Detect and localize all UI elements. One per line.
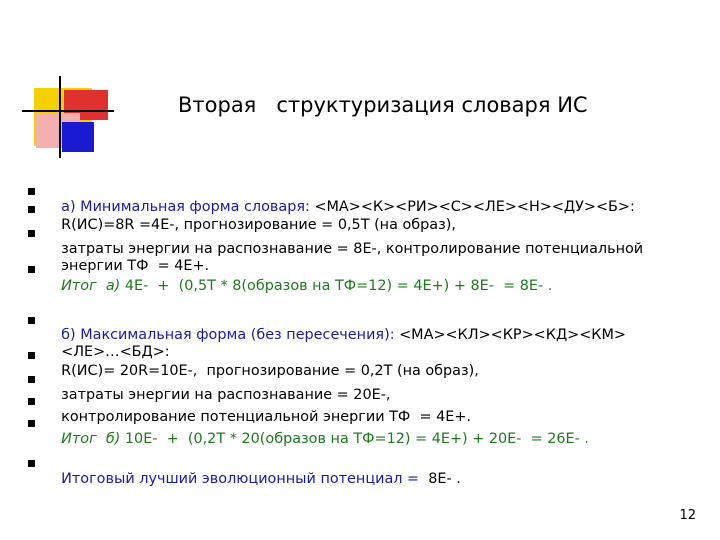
list-item-text: 8Е- . bbox=[423, 471, 461, 487]
list-item bbox=[52, 262, 552, 294]
list-item-text: R(ИС)= 20R=10Е-, прогнозирование = 0,2Т (на образ), bbox=[61, 363, 479, 379]
page-number: 12 bbox=[679, 508, 696, 523]
bullet bbox=[28, 188, 35, 195]
list-item-text: а) Минимальная форма словаря: bbox=[61, 199, 315, 215]
bullet bbox=[28, 376, 35, 383]
list-item-text: 10Е- + (0,2Т * 20(образов на ТФ=12) = 4Е+) + 20Е- = 26Е- . bbox=[120, 431, 589, 447]
list-item-text: <МА><К><РИ><С><ЛЕ><Н><ДУ><Б>: bbox=[314, 199, 635, 215]
deco-blue-square bbox=[62, 122, 94, 152]
list-item-text: энергии ТФ = 4Е+. bbox=[61, 258, 210, 274]
deco-horizontal-line bbox=[22, 110, 114, 112]
bullet bbox=[28, 420, 35, 427]
list-item-text: б) Максимальная форма (без пересечения): bbox=[61, 327, 400, 343]
list-item-text: затраты энергии на распознавание = 20Е-, bbox=[61, 387, 391, 403]
bullet bbox=[28, 266, 35, 273]
list-item-text: контролирование потенциальной энергии ТФ = 4Е+. bbox=[61, 409, 471, 425]
list-item bbox=[52, 415, 589, 447]
list-item-text: Итоговый лучший эволюционный потенциал = bbox=[61, 471, 424, 487]
bullet bbox=[28, 317, 35, 324]
list-item-text: Итог б) bbox=[61, 431, 121, 447]
deco-vertical-line bbox=[59, 76, 61, 158]
list-item-text: R(ИС)=8R =4Е-, прогнозирование = 0,5Т (на образ), bbox=[61, 217, 456, 233]
list-item-text: 4Е- + (0,5Т * 8(образов на ТФ=12) = 4Е+) + 8Е- = 8Е- . bbox=[120, 278, 553, 294]
list-item-text: <ЛЕ>…<БД>: bbox=[61, 344, 170, 360]
bullet bbox=[28, 230, 35, 237]
list-item-text: Итог а) bbox=[61, 278, 121, 294]
bullet bbox=[28, 352, 35, 359]
bullet bbox=[28, 398, 35, 405]
page-title: Вторая структуризация словаря ИС bbox=[178, 93, 588, 117]
list-item-text: затраты энергии на распознавание = 8Е-, контролирование потенциальной bbox=[61, 241, 644, 257]
bullet bbox=[28, 460, 35, 467]
list-item bbox=[52, 455, 461, 487]
list-item-text: <МА><КЛ><КР><КД><КМ> bbox=[399, 327, 626, 343]
bullet bbox=[28, 206, 35, 213]
